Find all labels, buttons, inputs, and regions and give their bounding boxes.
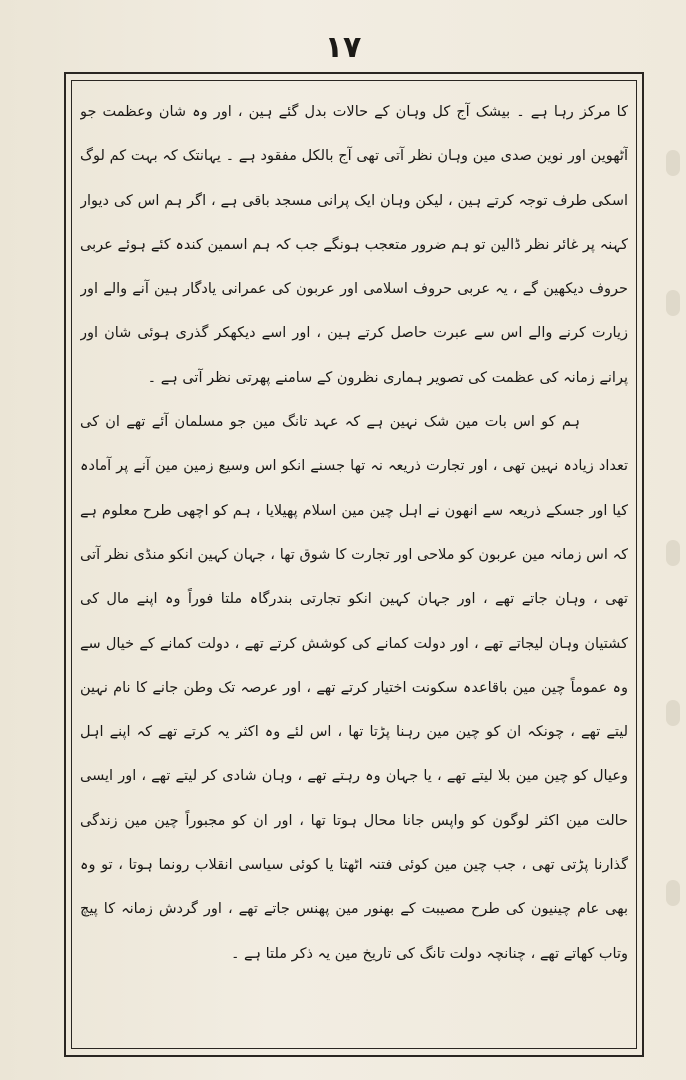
binding-hole (666, 540, 680, 566)
binding-hole (666, 150, 680, 176)
binding-hole (666, 290, 680, 316)
binding-hole (666, 880, 680, 906)
paragraph-1: کا مرکز رہا ہے ۔ بیشک آج کل وہان کے حالات بدل گئے ہین ، اور وہ شان وعظمت جو آٹھوین اور نوین صدی مین وہان نظر آتی تھی آج بالکل مفقود ہے ۔ یہانتک کہ بہت کم لوگ اسکی طرف توجہ کرتے ہین ، لیکن وہان ایک پرانی مسجد باقی ہے ، اگر ہم اس کی دیوار کہنہ پر غائر نظر ڈالین تو ہم ضرور متعجب ہونگے جب کہ ہم اسمین کندہ کئے ہوئے عربی حروف دیکھین گے ، یہ عربی حروف اسلامی اور عربون کی عمرانی یادگار ہین آنے والے اور زیارت کرنے والے اس سے عبرت حاصل کرتے ہین ، اور اسے دیکھکر گذری ہوئی شان اور پرانے زمانہ کی عظمت کی تصویر ہماری نظرون کے سامنے پھرتی نظر آتی ہے ۔ (80, 104, 628, 386)
binding-holes (656, 0, 686, 1080)
binding-hole (666, 700, 680, 726)
paragraph-2: ہم کو اس بات مین شک نہین ہے کہ عہد تانگ مین جو مسلمان آئے تھے ان کی تعداد زیادہ نہین تھی ، اور تجارت ذریعہ نہ تھا جسنے انکو اس وسیع زمین مین آنے پر آمادہ کیا اور جسکے ذریعہ سے انھون نے اہل چین مین اسلام پھیلایا ، ہم کو اچھی طرح معلوم ہے کہ اس زمانہ مین عربون کو ملاحی اور تجارت کا شوق تھا ، جہان کہین انکو منڈی نظر آتی تھی ، وہان جاتے تھے ، اور جہان کہین انکو تجارتی بندرگاہ ملتا فوراً وہ اپنے مال کی کشتیان وہان لیجاتے تھے ، اور دولت کمانے کی کوشش کرتے تھے ، دولت کمانے کے خیال سے وہ عموماً چین مین باقاعدہ سکونت اختیار کرتے تھے ، اور عرصہ تک وطن جانے کا نام نہین لیتے تھے ، چونکہ ان کو چین مین رہنا پڑتا تھا ، اس لئے وہ اکثر یہ کرتے تھے کہ اپنے اہل وعیال کو چین مین بلا لیتے تھے ، یا جہان وہ رہتے تھے ، وہان شادی کر لیتے تھے ، اور ایسی حالت مین اکثر لوگون کو واپس جانا محال ہوتا تھا ، اور ان کو مجبوراً چین مین زندگی گذارنا پڑتی تھی ، جب چین مین کوئی فتنہ اٹھتا یا کوئی سیاسی انقلاب رونما ہوتا ، تو وہ بھی عام چینیون کی طرح مصیبت کے بھنور مین پھنس جاتے تھے ، اور گردش زمانہ کا پیچ وتاب کھاتے تھے ، چنانچہ دولت تانگ کی تاریخ مین یہ ذکر ملتا ہے ۔ (80, 414, 628, 962)
page-number: ۱۷ (324, 30, 362, 65)
body-text (80, 90, 628, 1045)
